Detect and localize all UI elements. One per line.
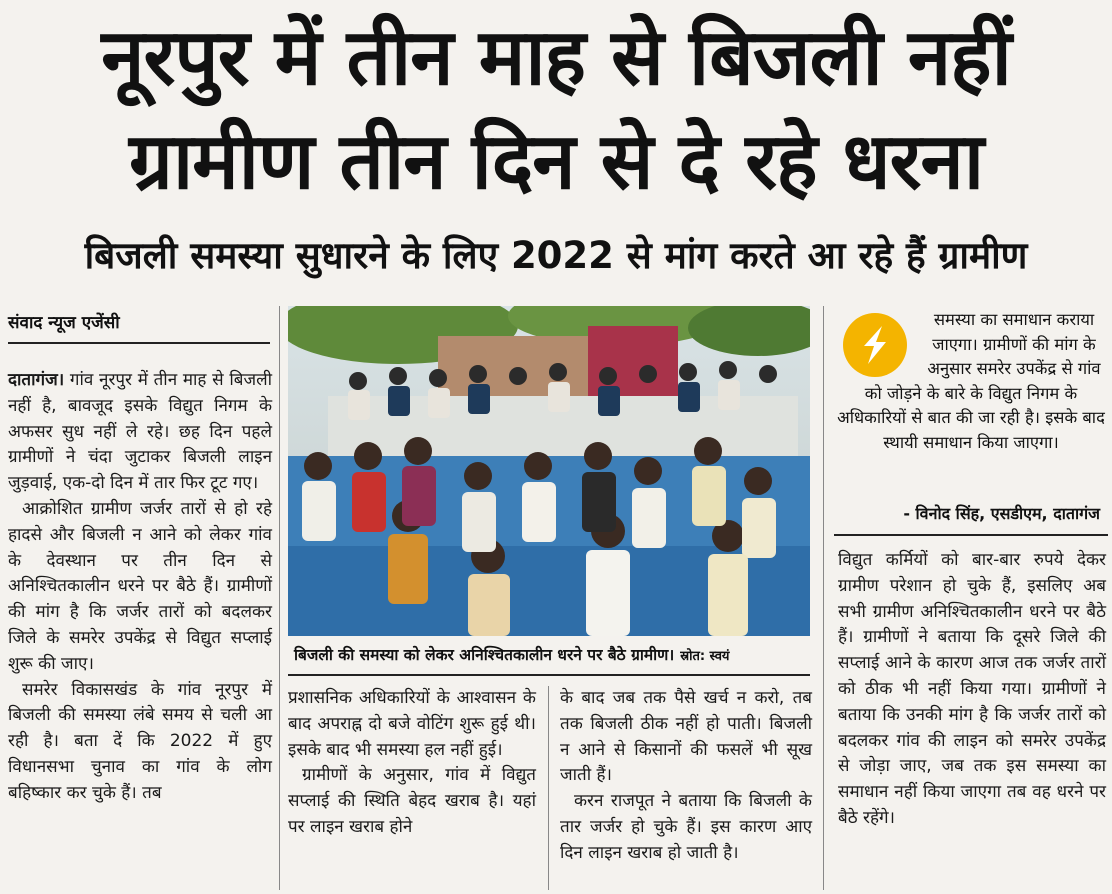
quote-text-first: समस्या का समाधान कराया जाएगा। ग्रामीणों की मांग के अनुसार समरेर उपकेंद्र से गांव <box>927 310 1101 379</box>
paragraph-5: ग्रामीणों के अनुसार, गांव में विद्युत सप्लाई की स्थिति बेहद खराब है। यहां पर लाइन खराब होने <box>288 765 536 837</box>
paragraph-3: समरेर विकासखंड के गांव नूरपुर में बिजली की समस्या लंबे समय से चली आ रही है। बता दें कि 2022 में हुए विधानसभा चुनाव का गांव के लोग बहिष्कार कर चुके हैं। तब <box>8 679 272 803</box>
paragraph-1 <box>8 368 272 497</box>
headline-line-1: नूरपुर में तीन माह से बिजली नहीं <box>101 13 1011 103</box>
article-column-3 <box>560 686 812 867</box>
paragraph-8: विद्युत कर्मियों को बार-बार रुपये देकर ग्रामीण परेशान हो चुके हैं, इसलिए अब सभी ग्रामीण अनिश्चितकालीन धरने पर बैठे हैं। ग्रामीणों ने बताया कि दूसरे जिले की सप्लाई आने के कारण आज तक जर्जर तारों को ठीक भी नहीं किया गया। ग्रामीणों ने बताया कि उनकी मांग है कि जर्जर तारों को बदलकर गांव की लाइन को समरेर उपकेंद्र से जोड़ा जाए, जब तक इस समस्या का समाधान नहीं किया जाएगा तब वह धरने पर बैठे रहेंगे। <box>838 550 1106 828</box>
article-column-2 <box>288 686 536 841</box>
paragraph-4: प्रशासनिक अधिकारियों के आश्वासन के बाद अपराह्न दो बजे वोटिंग शुरू हुई थी। इसके बाद भी समस्या हल नहीं हुई। <box>288 688 536 760</box>
protest-photo-illustration <box>288 306 810 636</box>
quote-text-rest: को जोड़ने के बारे के विद्युत निगम के अधिकारियों से बात की जा रही है। इसके बाद स्थायी समाधान किया जाएगा। <box>837 383 1105 452</box>
byline: संवाद न्यूज एजेंसी <box>8 310 270 344</box>
article-column-1 <box>8 368 272 807</box>
column-divider <box>548 686 549 890</box>
subheading: बिजली समस्या सुधारने के लिए 2022 से मांग करते आ रहे हैं ग्रामीण <box>84 234 1028 277</box>
caption-text: बिजली की समस्या को लेकर अनिश्चितकालीन धरने पर बैठे ग्रामीण। <box>294 646 675 664</box>
column-divider <box>823 306 824 890</box>
photo-source: स्रोत: स्वयं <box>680 649 730 664</box>
article-column-4 <box>838 548 1106 832</box>
quote-author: - विनोद सिंह, एसडीएम, दातागंज <box>903 504 1100 523</box>
paragraph-6: के बाद जब तक पैसे खर्च न करो, तब तक बिजली ठीक नहीं हो पाती। बिजली न आने से किसानों की फसलें भी सूख जाती हैं। <box>560 688 812 786</box>
paragraph-1-text: गांव नूरपुर में तीन माह से बिजली नहीं है, बावजूद इसके विद्युत निगम के अफसर सुध नहीं ले रहे। छह दिन पहले ग्रामीणों ने चंदा जुटाकर बिजली लाइन जुड़वाई, एक-दो दिन में तार फिर टूट गए। <box>8 370 273 494</box>
dateline: दातागंज। <box>8 370 65 390</box>
paragraph-7: करन राजपूत ने बताया कि बिजली के तार जर्जर हो चुके हैं। इस कारण आए दिन लाइन खराब हो जाती है। <box>560 791 812 863</box>
protest-photo <box>288 306 810 636</box>
official-quote-box <box>834 306 1108 536</box>
headline-line-2: ग्रामीण तीन दिन से दे रहे धरना <box>128 117 984 207</box>
quote-text <box>834 308 1108 456</box>
column-divider <box>279 306 280 890</box>
paragraph-2: आक्रोशित ग्रामीण जर्जर तारों से हो रहे हादसे और बिजली न आने को लेकर गांव के देवस्थान पर तीन दिन से अनिश्चितकालीन धरने पर बैठे हैं। ग्रामीणों की मांग है कि जर्जर तारों को बदलकर जिले के समरेर उपकेंद्र से विद्युत सप्लाई शुरू की जाए। <box>8 498 272 674</box>
photo-caption <box>288 636 810 676</box>
